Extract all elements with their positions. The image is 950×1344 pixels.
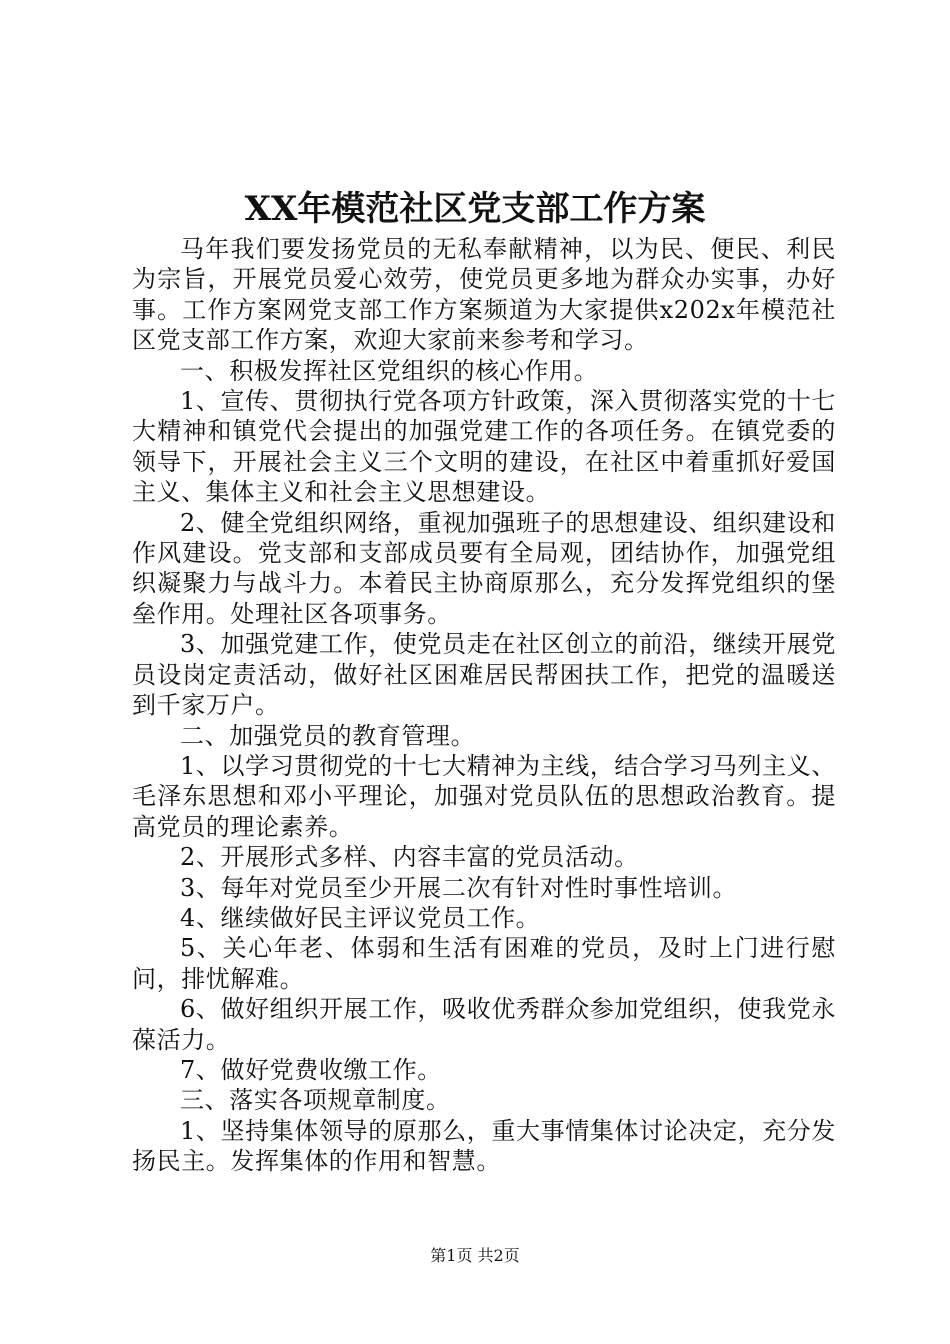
paragraph-2-7: 7、做好党费收缴工作。	[180, 1055, 442, 1084]
document-title: XX年模范社区党支部工作方案	[244, 189, 706, 229]
paragraph-2-2: 2、开展形式多样、内容丰富的党员活动。	[180, 843, 639, 872]
section-heading-1: 一、积极发挥社区党组织的核心作用。	[180, 356, 599, 385]
page-number-footer: 第1页 共2页	[430, 1246, 520, 1265]
paragraph-2-5: 5、关心年老、体弱和生活有困难的党员，及时上门进行慰问，排忧解难。	[132, 934, 836, 993]
paragraph-2-1: 1、以学习贯彻党的十七大精神为主线，结合学习马列主义、毛泽东思想和邓小平理论，加强对党员队伍的思想政治教育。提高党员的理论素养。	[132, 751, 836, 841]
paragraph-1-1: 1、宣传、贯彻执行党各项方针政策，深入贯彻落实党的十七大精神和镇党代会提出的加强党建工作的各项任务。在镇党委的领导下，开展社会主义三个文明的建设，在社区中着重抓好爱国主义、集体主义和社会主义思想建设。	[132, 387, 836, 507]
document-body	[132, 234, 836, 1177]
paragraph-2-3: 3、每年对党员至少开展二次有针对性时事性培训。	[180, 873, 738, 902]
paragraph-2-6: 6、做好组织开展工作，吸收优秀群众参加党组织，使我党永葆活力。	[132, 995, 836, 1054]
paragraph-1-3: 3、加强党建工作，使党员走在社区创立的前沿，继续开展党员设岗定责活动，做好社区困难居民帮困扶工作，把党的温暖送到千家万户。	[132, 630, 836, 720]
section-heading-2: 二、加强党员的教育管理。	[180, 721, 476, 750]
section-heading-3: 三、落实各项规章制度。	[180, 1086, 451, 1115]
paragraph-2-4: 4、继续做好民主评议党员工作。	[180, 903, 541, 932]
paragraph-1-2: 2、健全党组织网络，重视加强班子的思想建设、组织建设和作风建设。党支部和支部成员要有全局观，团结协作，加强党组织凝聚力与战斗力。本着民主协商原那么，充分发挥党组织的堡垒作用。处理社区各项事务。	[132, 508, 836, 628]
paragraph-intro: 马年我们要发扬党员的无私奉献精神，以为民、便民、利民为宗旨，开展党员爱心效劳，使党员更多地为群众办实事，办好事。工作方案网党支部工作方案频道为大家提供x202x年模范社区党支部工作方案，欢迎大家前来参考和学习。	[132, 235, 836, 355]
paragraph-3-1: 1、坚持集体领导的原那么，重大事情集体讨论决定，充分发扬民主。发挥集体的作用和智慧。	[132, 1116, 836, 1176]
